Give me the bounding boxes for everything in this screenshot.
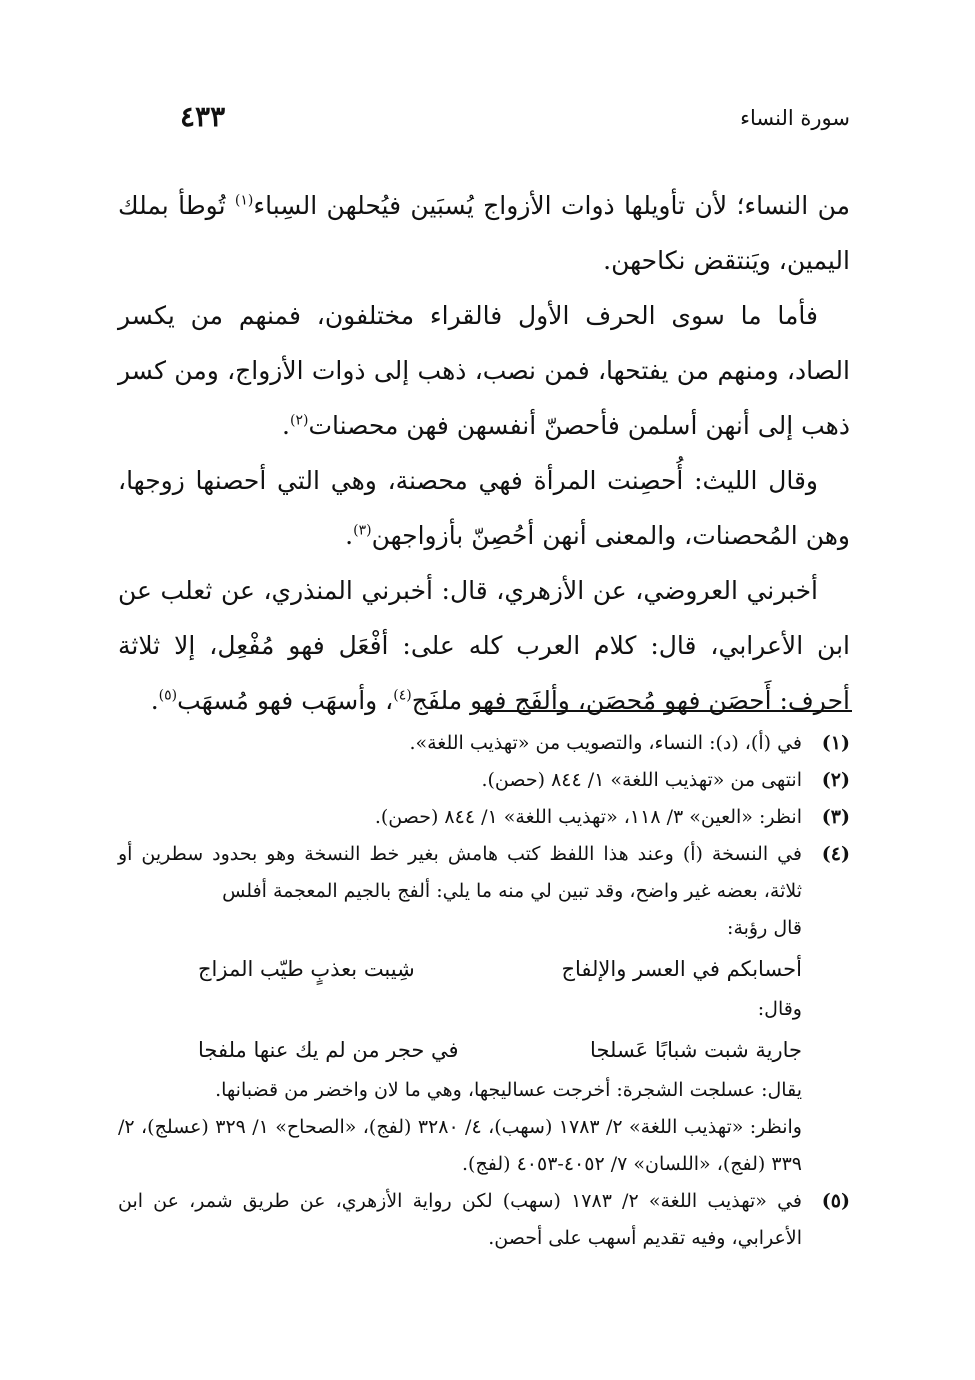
sura-title: سورة النساء: [740, 106, 850, 130]
footnote-number: (٢): [821, 769, 850, 791]
footnote-ref-1: (١): [234, 192, 254, 209]
footnote-ref-4: (٤): [393, 687, 412, 704]
footnote-number: (١): [821, 732, 850, 754]
paragraph-4-text-c: .: [150, 686, 159, 715]
paragraph-3: [118, 453, 850, 563]
main-text: [118, 178, 850, 728]
footnote-number: (٣): [821, 806, 850, 828]
footnote-2: [118, 762, 850, 799]
footnote-5: [118, 1183, 850, 1257]
paragraph-2: [118, 288, 850, 453]
poem-intro: قال رؤبة:: [727, 917, 802, 939]
paragraph-3-text-b: .: [345, 521, 354, 550]
poem-verse-2: [118, 1028, 802, 1072]
footnote-ref-3: (٣): [353, 522, 372, 539]
paragraph-1-text-b: تُوطأ بملك اليمين، ويَنتقض نكاحهن.: [118, 191, 850, 275]
footnote-ref-2: (٢): [289, 412, 309, 429]
paragraph-1-text-a: من النساء؛ لأن تأويلها ذوات الأزواج يُسبَين فيُحلهن السِباء: [253, 191, 850, 220]
paragraph-1: [118, 178, 850, 288]
footnote-3: [118, 799, 850, 836]
footnote-number: (٥): [821, 1190, 850, 1212]
footnote-number: (٤): [821, 843, 850, 865]
verse-1-second-hemistich: شِيبت بعذبٍ طيّب المزاج: [198, 957, 415, 981]
paragraph-4-text-b: ، وأسهَب فهو مُسهَب: [177, 686, 394, 715]
footnote-text: انظر: «العين» ٣/ ١١٨، «تهذيب اللغة» ١/ ٨٤٤ (حصن).: [374, 806, 802, 828]
paragraph-3-text-a: وقال الليث: أُحصِنت المرأة فهي محصنة، وهي التي أحصنها زوجها، وهن المُحصنات، والمعنى أنهن أحُصِنّ بأزواجهن: [118, 466, 850, 550]
footnote-text: في النسخة (أ) وعند هذا اللفظ كتب هامش بغير خط النسخة وهو بحدود سطرين أو ثلاثة، بعضه غير واضح، وقد تبين لي منه ما يلي: ألفج بالجيم المعجمة أفلس: [118, 843, 802, 902]
footnote-text: انتهى من «تهذيب اللغة» ١/ ٨٤٤ (حصن).: [481, 769, 802, 791]
page-number: ٤٣٣: [180, 100, 226, 133]
footnote-4: [118, 836, 850, 1183]
footnote-text: في (أ)، (د): النساء، والتصويب من «تهذيب اللغة».: [409, 732, 802, 754]
footnote-1: [118, 725, 850, 762]
footnote-references: وانظر: «تهذيب اللغة» ٢/ ١٧٨٣ (سهب)، ٤/ ٣٢٨٠ (لفج)، «الصحاح» ١/ ٣٢٩ (عسلج)، ٢/ ٣٣٩ (لفج)، «اللسان» ٧/ ٤٠٥٢-٤٠٥٣ (لفج).: [118, 1116, 802, 1175]
running-header: [140, 100, 850, 150]
paragraph-4: [118, 563, 850, 728]
footnote-text: في «تهذيب اللغة» ٢/ ١٧٨٣ (سهب) لكن رواية الأزهري، عن طريق شمر، عن ابن الأعرابي، وفيه تقديم أسهب على أحصن.: [118, 1190, 802, 1249]
poem-intro-2: وقال:: [757, 998, 802, 1020]
footnote-separator: [480, 710, 852, 712]
paragraph-2-text-a: فأما ما سوى الحرف الأول فالقراء مختلفون، فمنهم من يكسر الصاد، ومنهم من يفتحها، فمن نصب، ذهب إلى ذوات الأزواج، ومن كسر ذهب إلى أنهن أسلمن فأحصنّ أنفسهن فهن محصنات: [118, 301, 850, 440]
footnotes: [118, 725, 850, 1257]
verse-2-second-hemistich: في حجر من لم يك عنها ملفجا: [198, 1038, 459, 1062]
paragraph-2-text-b: .: [282, 411, 290, 440]
footnote-ref-5: (٥): [158, 687, 178, 704]
poem-verse-1: [118, 947, 802, 991]
verse-1-first-hemistich: أحسابكم في العسر والإلفاج: [561, 957, 802, 981]
verse-2-first-hemistich: جارية شبت شبابًا عَسلجا: [590, 1038, 802, 1062]
paragraph-4-text-a: أخبرني العروضي، عن الأزهري، قال: أخبرني المنذري، عن ثعلب عن ابن الأعرابي، قال: كلام العرب كله على: أفْعَل فهو مُفْعِل، إلا ثلاثة أحرف: أَحصَن فهو مُحصَن، وألفَج فهو ملفَج: [118, 576, 850, 715]
footnote-explanation: يقال: عسلجت الشجرة: أخرجت عساليجها، وهي ما لان واخضر من قضبانها.: [215, 1079, 802, 1101]
